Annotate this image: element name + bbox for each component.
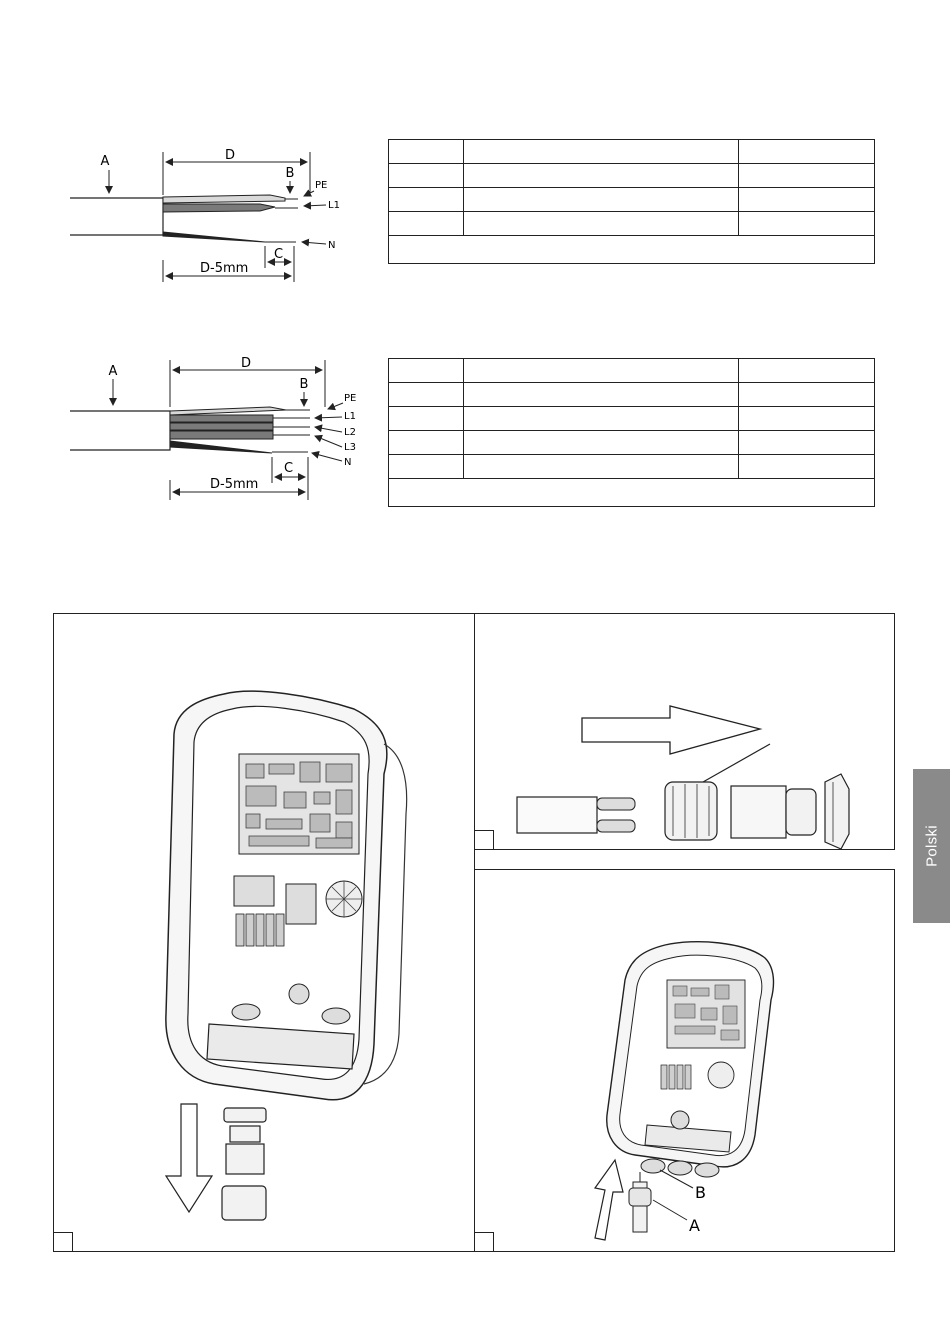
diagram2-label-c: C bbox=[284, 461, 294, 476]
diagram1-label-c: C bbox=[274, 247, 284, 262]
figure-panel-insert-cable bbox=[474, 869, 895, 1252]
diagram2-label-d-5mm: D-5mm bbox=[210, 477, 259, 492]
diagram1-label-d: D bbox=[224, 148, 236, 163]
step-number-box bbox=[475, 830, 494, 849]
diagram1-label-a: A bbox=[100, 154, 110, 169]
table-row bbox=[389, 359, 875, 383]
spec-table-single-phase bbox=[388, 139, 875, 264]
diagram2-wire-pe: PE bbox=[344, 393, 357, 404]
figure-panel-cable-gland bbox=[474, 613, 895, 850]
charger-insert-cable-illustration bbox=[475, 870, 894, 1251]
language-tab bbox=[913, 769, 950, 923]
diagram2-wire-l1: L1 bbox=[344, 411, 356, 422]
diagram1-wire-n: N bbox=[328, 240, 336, 251]
cable-diagram-three-phase bbox=[60, 355, 370, 510]
diagram1-wire-l1: L1 bbox=[328, 200, 340, 211]
diagram2-label-d: D bbox=[240, 356, 252, 371]
table-row bbox=[389, 140, 875, 164]
diagram1-label-b: B bbox=[285, 166, 295, 181]
step-number-box bbox=[475, 1232, 494, 1251]
spec-table-three-phase bbox=[388, 358, 875, 507]
diagram1-wire-pe: PE bbox=[315, 180, 328, 191]
diagram2-wire-l3: L3 bbox=[344, 442, 356, 453]
diagram1-label-d-5mm: D-5mm bbox=[200, 261, 249, 276]
figure-panel-remove-gland bbox=[53, 613, 475, 1252]
table-row bbox=[389, 431, 875, 455]
table-row bbox=[389, 188, 875, 212]
cable-gland-exploded-illustration bbox=[475, 614, 894, 849]
table-row bbox=[389, 455, 875, 479]
table-row bbox=[389, 236, 875, 264]
cable-diagram-single-phase bbox=[60, 140, 360, 290]
diagram2-wire-l2: L2 bbox=[344, 427, 356, 438]
charger-open-illustration bbox=[54, 614, 474, 1251]
table-row bbox=[389, 164, 875, 188]
fig3-label-b: B bbox=[695, 1183, 706, 1202]
diagram2-label-b: B bbox=[299, 377, 309, 392]
fig3-label-a: A bbox=[689, 1216, 700, 1235]
language-tab-label: Polski bbox=[923, 825, 940, 867]
diagram2-label-a: A bbox=[108, 364, 118, 379]
table-row bbox=[389, 407, 875, 431]
table-row bbox=[389, 479, 875, 507]
step-number-box bbox=[54, 1232, 73, 1251]
table-row bbox=[389, 383, 875, 407]
table-row bbox=[389, 212, 875, 236]
diagram2-wire-n: N bbox=[344, 457, 352, 468]
